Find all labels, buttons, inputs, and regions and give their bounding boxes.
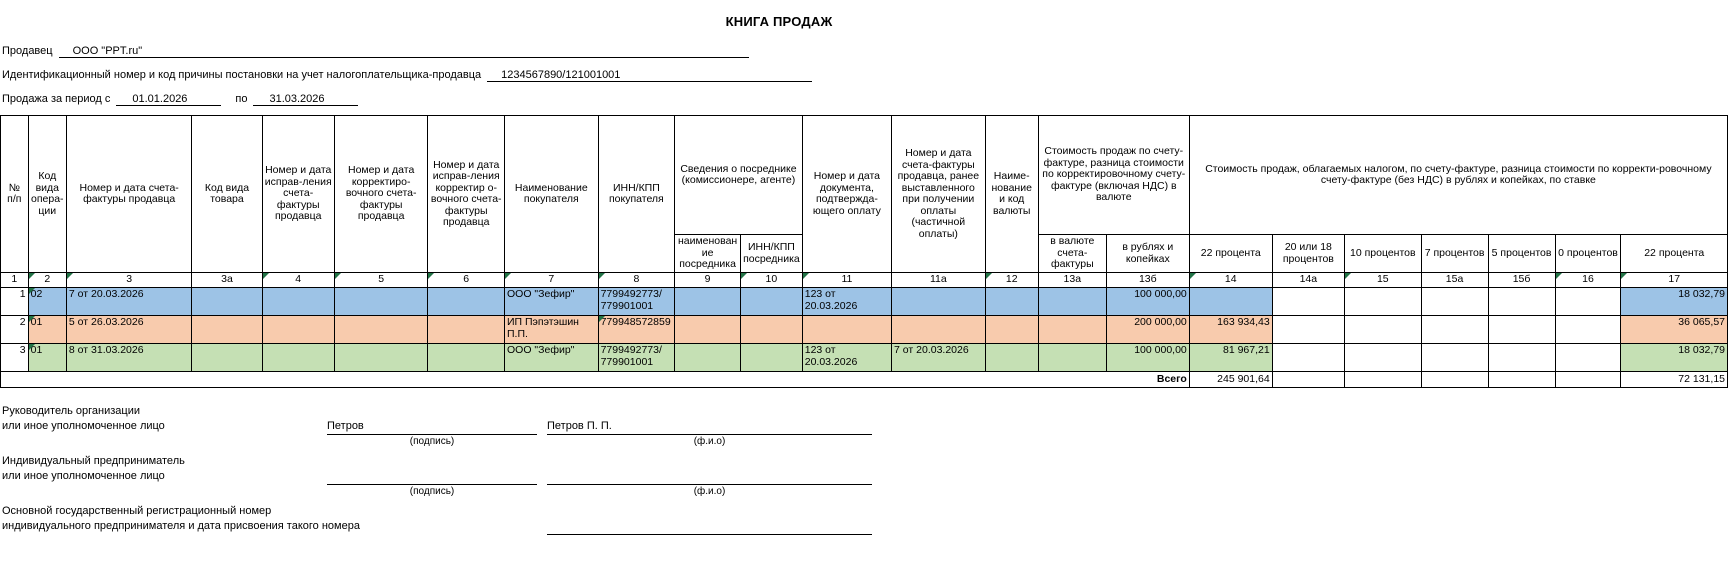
th-adjust-no-date: Номер и дата корректиро-вочного счета-фактуры продавца <box>334 116 428 273</box>
colnum-4: 4 <box>262 273 334 288</box>
seller-label: Продавец <box>2 45 53 57</box>
column-number-row <box>1 273 1728 288</box>
table-row[interactable] <box>1 316 1728 344</box>
cell-adjust-no-date[interactable] <box>334 288 428 316</box>
colnum-8: 8 <box>598 273 675 288</box>
colnum-15b: 15б <box>1488 273 1555 288</box>
cell-intermediary-name[interactable] <box>675 316 741 344</box>
seller-input[interactable]: ООО "PPT.ru" <box>59 45 749 58</box>
cell-sales-cur-in-cur[interactable] <box>1038 344 1106 372</box>
th-operation-code: Код вида опера-ции <box>28 116 66 273</box>
th-num: № п/п <box>1 116 29 273</box>
th-correction-no-date: Номер и дата исправ-ления счета-фактуры продавца <box>262 116 334 273</box>
totals-vat-22: 72 131,15 <box>1621 372 1728 388</box>
cell-currency[interactable] <box>985 344 1038 372</box>
header-form <box>0 29 1728 106</box>
inn-input[interactable]: 1234567890/121001001 <box>487 69 812 82</box>
cell-adjust-no-date[interactable] <box>334 316 428 344</box>
cell-rate-7[interactable] <box>1421 344 1488 372</box>
cell-rate-10[interactable] <box>1345 316 1422 344</box>
cell-operation-code[interactable]: 01 <box>28 344 66 372</box>
ogrn-group <box>2 504 1728 548</box>
cell-rate-0[interactable] <box>1555 344 1621 372</box>
totals-rate-7 <box>1421 372 1488 388</box>
cell-buyer-inn[interactable]: 7799492773/ 779901001 <box>598 344 675 372</box>
cell-payment-doc[interactable]: 123 от 20.03.2026 <box>802 288 891 316</box>
cell-intermediary-inn[interactable] <box>741 344 803 372</box>
cell-correction-no-date[interactable] <box>262 344 334 372</box>
head-name-caption: (ф.и.о) <box>693 436 726 447</box>
cell-sales-cur-rub[interactable]: 200 000,00 <box>1106 316 1189 344</box>
head-name-input[interactable]: Петров П. П. <box>547 419 872 435</box>
table-row[interactable] <box>1 288 1728 316</box>
colnum-15: 15 <box>1345 273 1422 288</box>
cell-vat-22[interactable]: 18 032,79 <box>1621 288 1728 316</box>
colnum-14a: 14а <box>1272 273 1344 288</box>
cell-vat-22[interactable]: 18 032,79 <box>1621 344 1728 372</box>
th-buyer-inn: ИНН/КПП покупателя <box>598 116 675 273</box>
colnum-5: 5 <box>334 273 428 288</box>
cell-buyer-name[interactable]: ИП Пэпэтэшин П.П. <box>505 316 599 344</box>
totals-row <box>1 372 1728 388</box>
period-label: Продажа за период с <box>2 93 111 105</box>
th-intermediary-name: наименование посредника <box>675 235 741 273</box>
colnum-11: 11 <box>802 273 891 288</box>
cell-invoice-no-date[interactable]: 8 от 31.03.2026 <box>66 344 191 372</box>
head-signature-caption: (подпись) <box>409 436 455 447</box>
ip-label-line2: или иное уполномоченное лицо <box>2 470 165 482</box>
cell-num: 1 <box>1 288 29 316</box>
totals-rate-22: 245 901,64 <box>1189 372 1272 388</box>
ip-name-caption: (ф.и.о) <box>693 486 726 497</box>
cell-correction-no-date[interactable] <box>262 316 334 344</box>
th-rate-5: 5 процентов <box>1488 235 1555 273</box>
cell-sales-cur-rub[interactable]: 100 000,00 <box>1106 344 1189 372</box>
cell-sales-cur-in-cur[interactable] <box>1038 288 1106 316</box>
colnum-3a: 3а <box>192 273 262 288</box>
totals-label: Всего <box>1 372 1190 388</box>
th-intermediary-group: Сведения о посреднике (комиссионере, агенте) <box>675 116 803 235</box>
cell-vat-22[interactable]: 36 065,57 <box>1621 316 1728 344</box>
cell-goods-code[interactable] <box>192 344 262 372</box>
period-to-input[interactable]: 31.03.2026 <box>253 93 358 106</box>
table-row[interactable] <box>1 344 1728 372</box>
ogrn-label-line1: Основной государственный регистрационный номер <box>2 505 272 517</box>
cell-rate-22[interactable] <box>1189 288 1272 316</box>
colnum-2: 2 <box>28 273 66 288</box>
th-sales-currency-in-currency: в валюте счета-фактуры <box>1038 235 1106 273</box>
cell-currency[interactable] <box>985 316 1038 344</box>
th-payment-doc: Номер и дата документа, подтвержда-ющего оплату <box>802 116 891 273</box>
cell-invoice-no-date[interactable]: 7 от 20.03.2026 <box>66 288 191 316</box>
cell-invoice-no-date[interactable]: 5 от 26.03.2026 <box>66 316 191 344</box>
th-rate-7: 7 процентов <box>1421 235 1488 273</box>
totals-rate-10 <box>1345 372 1422 388</box>
head-signature-group <box>2 404 1728 448</box>
colnum-1: 1 <box>1 273 29 288</box>
cell-sales-cur-in-cur[interactable] <box>1038 316 1106 344</box>
cell-currency[interactable] <box>985 288 1038 316</box>
cell-goods-code[interactable] <box>192 288 262 316</box>
cell-rate-5[interactable] <box>1488 316 1555 344</box>
period-row <box>2 91 1728 106</box>
cell-rate-10[interactable] <box>1345 344 1422 372</box>
cell-buyer-name[interactable]: ООО "Зефир" <box>505 288 599 316</box>
colnum-16: 16 <box>1555 273 1621 288</box>
head-label-line2: или иное уполномоченное лицо <box>2 420 165 432</box>
sales-ledger-table-wrap <box>0 115 1728 388</box>
totals-rate-5 <box>1488 372 1555 388</box>
signature-section <box>0 404 1728 548</box>
cell-prepay-invoice[interactable] <box>892 316 986 344</box>
cell-intermediary-inn[interactable] <box>741 288 803 316</box>
cell-adjust-corr-no-date[interactable] <box>428 316 505 344</box>
header-row-main <box>1 116 1728 235</box>
th-goods-code: Код вида товара <box>192 116 262 273</box>
colnum-11a: 11а <box>892 273 986 288</box>
colnum-15a: 15а <box>1421 273 1488 288</box>
th-currency: Наиме-нование и код валюты <box>985 116 1038 273</box>
colnum-13b: 13б <box>1106 273 1189 288</box>
cell-rate-5[interactable] <box>1488 344 1555 372</box>
head-label-line1: Руководитель организации <box>2 405 141 417</box>
totals-rate-0 <box>1555 372 1621 388</box>
page-title: КНИГА ПРОДАЖ <box>725 14 833 29</box>
colnum-17: 17 <box>1621 273 1728 288</box>
cell-rate-5[interactable] <box>1488 288 1555 316</box>
cell-intermediary-name[interactable] <box>675 344 741 372</box>
cell-adjust-no-date[interactable] <box>334 344 428 372</box>
th-sales-currency-rub: в рублях и копейках <box>1106 235 1189 273</box>
cell-intermediary-inn[interactable] <box>741 316 803 344</box>
ogrn-label-line2: индивидуального предпринимателя и дата присвоения такого номера <box>2 520 360 532</box>
period-from-input[interactable]: 01.01.2026 <box>116 93 221 106</box>
cell-operation-code[interactable]: 02 <box>28 288 66 316</box>
cell-payment-doc[interactable] <box>802 316 891 344</box>
cell-rate-7[interactable] <box>1421 316 1488 344</box>
cell-rate-0[interactable] <box>1555 316 1621 344</box>
cell-num: 3 <box>1 344 29 372</box>
cell-adjust-corr-no-date[interactable] <box>428 344 505 372</box>
ip-label-line1: Индивидуальный предприниматель <box>2 455 185 467</box>
th-buyer-name: Наименование покупателя <box>505 116 599 273</box>
cell-prepay-invoice[interactable] <box>892 288 986 316</box>
cell-sales-cur-rub[interactable]: 100 000,00 <box>1106 288 1189 316</box>
th-intermediary-inn: ИНН/КПП посредника <box>741 235 803 273</box>
colnum-13a: 13а <box>1038 273 1106 288</box>
sales-ledger-table <box>0 115 1728 388</box>
inn-row <box>2 67 1728 82</box>
colnum-9: 9 <box>675 273 741 288</box>
cell-payment-doc[interactable]: 123 от 20.03.2026 <box>802 344 891 372</box>
th-rate-0: 0 процентов <box>1555 235 1621 273</box>
cell-adjust-corr-no-date[interactable] <box>428 288 505 316</box>
th-rate-22: 22 процента <box>1189 235 1272 273</box>
th-prepay-invoice: Номер и дата счета-фактуры продавца, ранее выставленного при получении оплаты (частичной оплаты) <box>892 116 986 273</box>
cell-rate-10[interactable] <box>1345 288 1422 316</box>
inn-label: Идентификационный номер и код причины постановки на учет налогоплательщика-продавца <box>2 69 482 81</box>
cell-rate-22[interactable]: 163 934,43 <box>1189 316 1272 344</box>
cell-buyer-name[interactable]: ООО "Зефир" <box>505 344 599 372</box>
cell-rate-0[interactable] <box>1555 288 1621 316</box>
totals-rate-20-18 <box>1272 372 1344 388</box>
head-signature-input[interactable]: Петров <box>327 419 537 435</box>
cell-num: 2 <box>1 316 29 344</box>
cell-rate-20-18[interactable] <box>1272 288 1344 316</box>
colnum-7: 7 <box>505 273 599 288</box>
ip-name-input[interactable] <box>547 469 872 485</box>
cell-intermediary-name[interactable] <box>675 288 741 316</box>
cell-rate-22[interactable]: 81 967,21 <box>1189 344 1272 372</box>
ip-signature-caption: (подпись) <box>409 486 455 497</box>
colnum-12: 12 <box>985 273 1038 288</box>
cell-rate-7[interactable] <box>1421 288 1488 316</box>
cell-prepay-invoice[interactable]: 7 от 20.03.2026 <box>892 344 986 372</box>
colnum-10: 10 <box>741 273 803 288</box>
th-vat-22: 22 процента <box>1621 235 1728 273</box>
th-taxed-group: Стоимость продаж, облагаемых налогом, по счету-фактуре, разница стоимости по корректи-ровочному счету-фактуре (без НДС) в рублях и копейках, по ставке <box>1189 116 1727 235</box>
th-rate-20-18: 20 или 18 процентов <box>1272 235 1344 273</box>
th-rate-10: 10 процентов <box>1345 235 1422 273</box>
ip-signature-group <box>2 454 1728 498</box>
period-to-label: по <box>235 93 248 105</box>
cell-rate-20-18[interactable] <box>1272 344 1344 372</box>
cell-rate-20-18[interactable] <box>1272 316 1344 344</box>
colnum-6: 6 <box>428 273 505 288</box>
th-invoice-no-date: Номер и дата счета-фактуры продавца <box>66 116 191 273</box>
cell-buyer-inn[interactable]: 779948572859 <box>598 316 675 344</box>
colnum-3: 3 <box>66 273 191 288</box>
seller-row <box>2 43 1728 58</box>
th-sales-currency-group: Стоимость продаж по счету-фактуре, разница стоимости по корректировочному счету-фактуре (включая НДС) в валюте <box>1038 116 1189 235</box>
ogrn-input[interactable] <box>547 519 872 535</box>
colnum-14: 14 <box>1189 273 1272 288</box>
cell-correction-no-date[interactable] <box>262 288 334 316</box>
ip-signature-input[interactable] <box>327 469 537 485</box>
cell-goods-code[interactable] <box>192 316 262 344</box>
th-adjust-correction-no-date: Номер и дата исправ-ления корректир о-вочного счета-фактуры продавца <box>428 116 505 273</box>
cell-buyer-inn[interactable]: 7799492773/ 779901001 <box>598 288 675 316</box>
cell-operation-code[interactable]: 01 <box>28 316 66 344</box>
